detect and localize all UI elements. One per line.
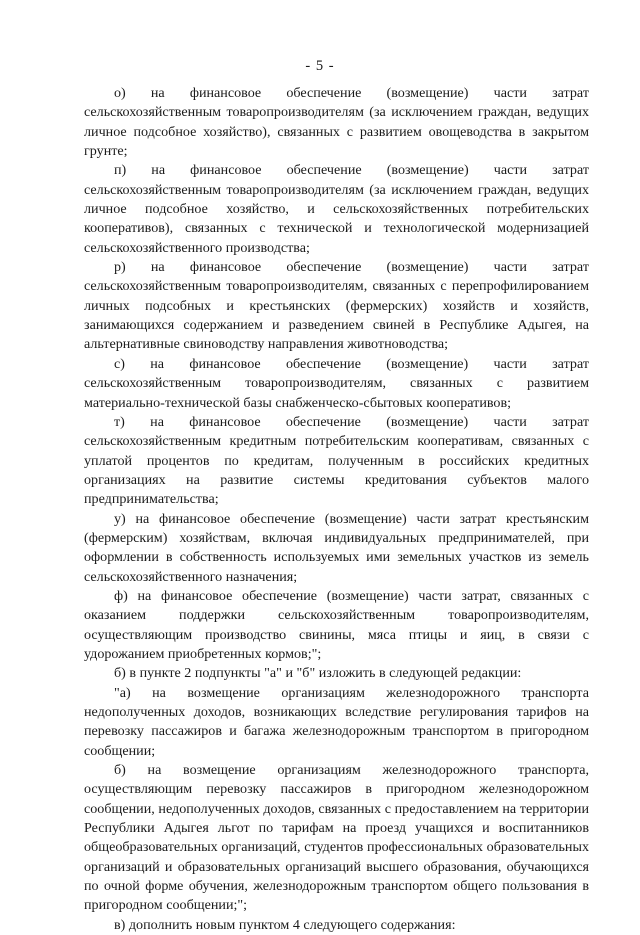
paragraph-b-intro: б) в пункте 2 подпункты "а" и "б" изложить в следующей редакции: bbox=[114, 665, 522, 682]
paragraph-o: о) на финансовое обеспечение (возмещение) части затрат сельскохозяйственным товаропроизводителям (за исключением граждан, ведущих личное подсобное хозяйство), связанных с развитием овощеводства в закрытом грунте; bbox=[84, 85, 589, 160]
paragraph-b-new: б) на возмещение организациям железнодорожного транспорта, осуществляющим перевозку пассажиров в пригородном железнодорожном сообщении, недополученных доходов, связанных с предоставлением на территории Республики Адыгея льгот по тарифам на проезд учащихся и воспитанников общеобразовательных организаций, студентов профессиональных образовательных организаций и образовательных организаций высшего образования, обучающихся по очной форме обучения, железнодорожным транспортом общего пользования в пригородном сообщении;"; bbox=[84, 762, 589, 914]
paragraph-f: ф) на финансовое обеспечение (возмещение) части затрат, связанных с оказанием поддержки сельскохозяйственным товаропроизводителям, осуществляющим производство свинины, мяса птицы и яиц, в связи с удорожанием приобретенных кормов;"; bbox=[84, 587, 589, 662]
paragraph-v: в) дополнить новым пунктом 4 следующего содержания: bbox=[114, 916, 456, 933]
paragraph-t: т) на финансовое обеспечение (возмещение) части затрат сельскохозяйственным кредитным потребительским кооперативам, связанных с уплатой процентов по кредитам, полученным в российских кредитных организациях на развитие системы кредитования субъектов малого предпринимательства; bbox=[84, 413, 589, 508]
document-body bbox=[84, 84, 589, 935]
paragraph-a-new: "а) на возмещение организациям железнодорожного транспорта недополученных доходов, возникающих вследствие регулирования тарифов на перевозку пассажиров и багажа железнодорожным транспортом в пригородном сообщении; bbox=[84, 684, 589, 759]
paragraph-u: у) на финансовое обеспечение (возмещение) части затрат крестьянским (фермерским) хозяйствам, включая индивидуальных предпринимателей, при оформлении в собственность используемых ими земельных участков из земель сельскохозяйственного назначения; bbox=[84, 510, 589, 585]
paragraph-s: с) на финансовое обеспечение (возмещение) части затрат сельскохозяйственным товаропроизводителям, связанных с развитием материально-технической базы снабженческо-сбытовых кооперативов; bbox=[84, 355, 589, 411]
page-number: - 5 - bbox=[305, 58, 335, 74]
paragraph-p: п) на финансовое обеспечение (возмещение) части затрат сельскохозяйственным товаропроизводителям (за исключением граждан, ведущих личное подсобное хозяйство, и сельскохозяйственных потребительских кооперативов), связанных с технической и технологической модернизацией сельскохозяйственного производства; bbox=[84, 162, 589, 256]
paragraph-r: р) на финансовое обеспечение (возмещение) части затрат сельскохозяйственным товаропроизводителям, связанных с перепрофилированием личных подсобных и крестьянских (фермерских) хозяйств и хозяйств, занимающихся содержанием и разведением свиней в Республике Адыгея, на альтернативные свиноводству направления животноводства; bbox=[84, 259, 589, 353]
